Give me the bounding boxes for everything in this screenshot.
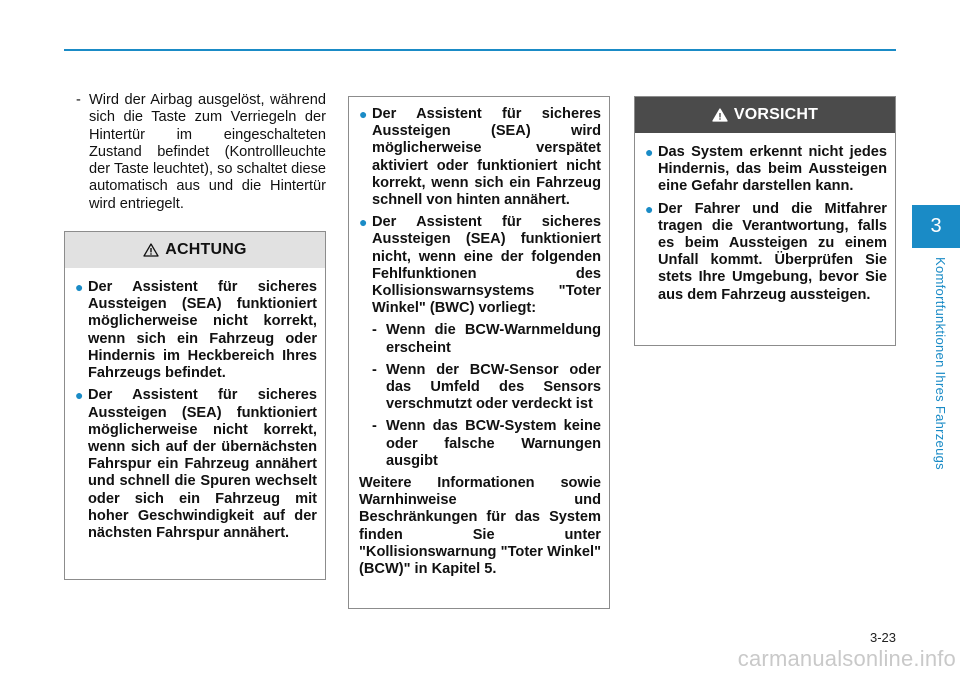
bullet-dot: ● xyxy=(75,279,84,296)
chapter-tab: 3 xyxy=(912,205,960,248)
achtung-header xyxy=(65,232,325,268)
vorsicht-body xyxy=(635,133,895,317)
sub-item-text: Wenn die BCW-Warnmeldung erscheint xyxy=(386,322,601,356)
bullet-dot: ● xyxy=(359,214,368,231)
list-item xyxy=(75,279,317,382)
sub-dash: - xyxy=(372,361,377,378)
vorsicht-title: VORSICHT xyxy=(733,106,819,123)
list-item xyxy=(645,201,887,304)
achtung-title: ACHTUNG xyxy=(165,241,247,259)
vorsicht-box xyxy=(634,96,896,346)
sub-list-item xyxy=(359,418,601,470)
achtung-item-text: Der Assistent für sicheres Aussteigen (SEA) funktioniert möglicherweise nicht korrekt, wenn sich ein Fahrzeug oder Hindernis im Heckbereich Ihres Fahrzeugs befindet. xyxy=(88,279,317,382)
sub-list-item xyxy=(359,362,601,414)
chapter-title: Komfortfunktionen Ihres Fahrzeugs xyxy=(933,257,948,470)
sub-dash: - xyxy=(372,322,377,339)
sub-list-item xyxy=(359,322,601,356)
intro-text: Wird der Airbag ausgelöst, während sich die Taste zum Verriegeln der Hintertür im eingeschalteten Zustand befindet (Kontrollleuchte der Taste leuchtet), so schaltet diese automatisch aus und die Hintertür wird entriegelt. xyxy=(89,92,326,212)
list-item xyxy=(359,106,601,209)
intro-dash: - xyxy=(76,92,81,108)
page-number: 3-23 xyxy=(869,630,896,645)
sub-dash: - xyxy=(372,418,377,435)
column-right xyxy=(634,96,896,346)
watermark: carmanualsonline.info xyxy=(737,646,956,671)
list-item xyxy=(75,387,317,542)
sub-item-text: Wenn der BCW-Sensor oder das Umfeld des Sensors verschmutzt oder verdeckt ist xyxy=(386,361,601,413)
achtung-body xyxy=(65,268,325,555)
vorsicht-header xyxy=(635,97,895,133)
list-item xyxy=(645,144,887,196)
middle-body xyxy=(349,97,609,586)
achtung-box xyxy=(64,231,326,580)
bullet-dot: ● xyxy=(645,200,654,217)
middle-box xyxy=(348,96,610,609)
bullet-dot: ● xyxy=(75,387,84,404)
intro-paragraph xyxy=(64,92,326,213)
middle-item-text: Der Assistent für sicheres Aussteigen (SEA) wird möglicherweise verspätet aktiviert oder funktioniert nicht korrekt, wenn sich ein Fahrzeug schnell von hinten annähert. xyxy=(372,106,601,209)
column-middle xyxy=(348,96,610,609)
list-item xyxy=(359,214,601,317)
middle-closing-text: Weitere Informationen sowie Warnhinweise und Beschränkungen für das System finden Sie unter "Kollisionswarnung "Toter Winkel" (BCW)" in Kapitel 5. xyxy=(359,475,601,578)
sub-item-text: Wenn das BCW-System keine oder falsche Warnungen ausgibt xyxy=(386,418,601,469)
column-left xyxy=(64,92,326,580)
warning-triangle-icon xyxy=(712,108,728,122)
middle-item-text: Der Assistent für sicheres Aussteigen (SEA) funktioniert nicht, wenn eine der folgenden Fehlfunktionen des Kollisionswarnsystems "Toter Winkel" (BWC) vorliegt: xyxy=(372,214,601,317)
achtung-item-text: Der Assistent für sicheres Aussteigen (SEA) funktioniert möglicherweise nicht korrekt, wenn sich auf der übernächsten Fahrspur ein Fahrzeug annähert und schnell die Spuren wechselt oder sich ein Fahrzeug mit hoher Geschwindigkeit auf der nächsten Fahrspur annähert. xyxy=(88,387,317,541)
top-rule xyxy=(64,49,896,51)
warning-triangle-icon xyxy=(143,243,159,257)
vorsicht-item-text: Das System erkennt nicht jedes Hindernis, das beim Aussteigen eine Gefahr darstellen kann. xyxy=(658,144,887,195)
bullet-dot: ● xyxy=(359,106,368,122)
vorsicht-item-text: Der Fahrer und die Mitfahrer tragen die Verantwortung, falls es beim Aussteigen zu einem Unfall kommt. Überprüfen Sie stets Ihre Umgebung, bevor Sie aus dem Fahrzeug aussteigen. xyxy=(658,200,887,303)
bullet-dot: ● xyxy=(645,144,654,160)
